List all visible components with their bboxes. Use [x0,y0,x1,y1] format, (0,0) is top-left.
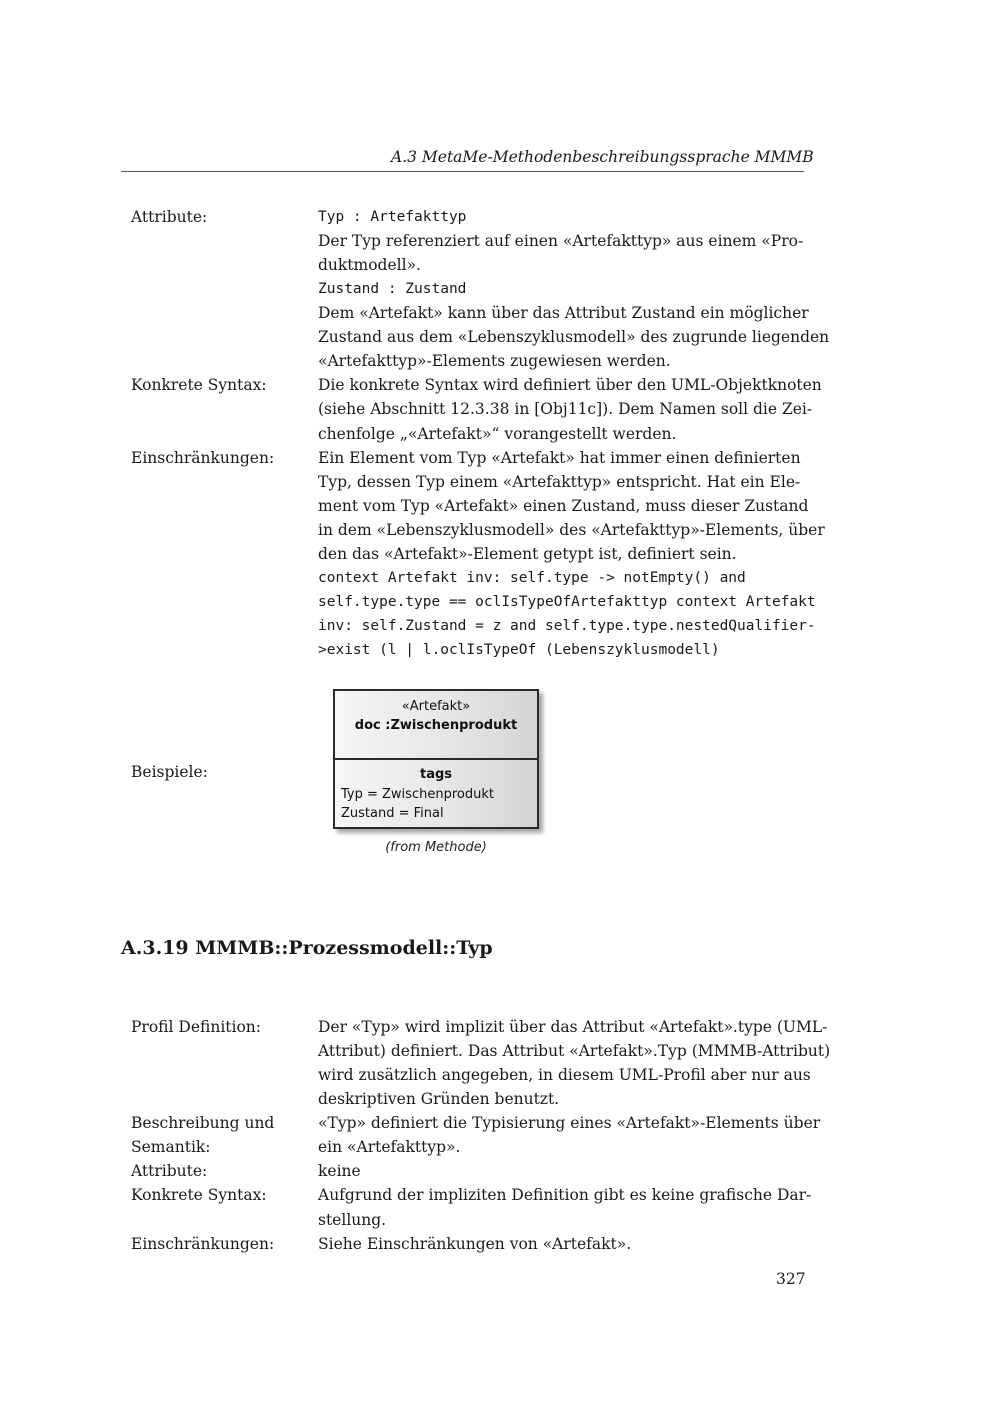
attr-line: Zustand : Zustand [318,281,467,297]
description-line: ein «Artefakttyp». [318,1138,461,1156]
constraints-value: Siehe Einschränkungen von «Artefakt». [318,1235,632,1253]
attributes-label-2: Attribute: [131,1162,208,1180]
uml-compartment-divider [335,758,537,760]
constraints-label: Einschränkungen: [131,449,275,467]
syntax-label: Konkrete Syntax: [131,376,267,394]
constraint-line: in dem «Lebenszyklusmodell» des «Artefakttyp»-Elements, über [318,521,825,539]
uml-tag-typ: Typ = Zwischenprodukt [341,787,494,802]
syntax-label-2: Konkrete Syntax: [131,1186,267,1204]
running-header: A.3 MetaMe-Methodenbeschreibungssprache MMMB [391,148,814,166]
constraint-line: Ein Element vom Typ «Artefakt» hat immer einen definierten [318,449,801,467]
profile-line: deskriptiven Gründen benutzt. [318,1090,560,1108]
attributes-value: keine [318,1162,361,1180]
attr-line: «Artefakttyp»-Elements zugewiesen werden. [318,352,671,370]
syntax-line: Die konkrete Syntax wird definiert über den UML-Objektknoten [318,376,822,394]
attr-line: Zustand aus dem «Lebenszyklusmodell» des zugrunde liegenden [318,328,830,346]
uml-object-name: doc :Zwischenprodukt [354,718,518,733]
profile-line: Der «Typ» wird implizit über das Attribut «Artefakt».type (UML- [318,1018,828,1036]
uml-from-package: (from Methode) [385,840,487,855]
constraint-line: den das «Artefakt»-Element getypt ist, definiert sein. [318,545,737,563]
ocl-line: context Artefakt inv: self.type -> notEmpty() and [318,570,746,586]
syntax-line: chenfolge „«Artefakt»“ vorangestellt werden. [318,425,677,443]
page-number: 327 [776,1270,806,1288]
uml-stereotype: «Artefakt» [401,699,471,714]
description-label-cont: Semantik: [131,1138,211,1156]
syntax-line-2: stellung. [318,1211,387,1229]
uml-tags-heading: tags [419,767,453,782]
ocl-line: inv: self.Zustand = z and self.type.type.nestedQualifier- [318,618,816,634]
attr-line: Dem «Artefakt» kann über das Attribut Zustand ein möglicher [318,304,809,322]
ocl-line: >exist (l | l.oclIsTypeOf (Lebenszyklusmodell) [318,642,720,658]
profile-line: wird zusätzlich angegeben, in diesem UML-Profil aber nur aus [318,1066,811,1084]
attr-line: Typ : Artefakttyp [318,209,467,225]
syntax-line: (siehe Abschnitt 12.3.38 in [Obj11c]). Dem Namen soll die Zei- [318,400,813,418]
syntax-line-2: Aufgrund der impliziten Definition gibt es keine grafische Dar- [318,1186,812,1204]
description-label: Beschreibung und [131,1114,275,1132]
attr-line: Der Typ referenziert auf einen «Artefakttyp» aus einem «Pro- [318,232,804,250]
profile-line: Attribut) definiert. Das Attribut «Artefakt».Typ (MMMB-Attribut) [318,1042,831,1060]
ocl-line: self.type.type == oclIsTypeOfArtefakttyp context Artefakt [318,594,816,610]
constraint-line: Typ, dessen Typ einem «Artefakttyp» entspricht. Hat ein Ele- [318,473,801,491]
description-line: «Typ» definiert die Typisierung eines «Artefakt»-Elements über [318,1114,821,1132]
section-heading: A.3.19 MMMB::Prozessmodell::Typ [121,937,493,959]
uml-tag-zustand: Zustand = Final [341,806,444,821]
attr-line: duktmodell». [318,256,421,274]
uml-object-node [333,689,539,829]
attributes-label: Attribute: [131,208,208,226]
examples-label: Beispiele: [131,763,208,781]
constraints-label-2: Einschränkungen: [131,1235,275,1253]
constraint-line: ment vom Typ «Artefakt» einen Zustand, muss dieser Zustand [318,497,809,515]
header-rule [121,171,804,172]
profile-definition-label: Profil Definition: [131,1018,261,1036]
